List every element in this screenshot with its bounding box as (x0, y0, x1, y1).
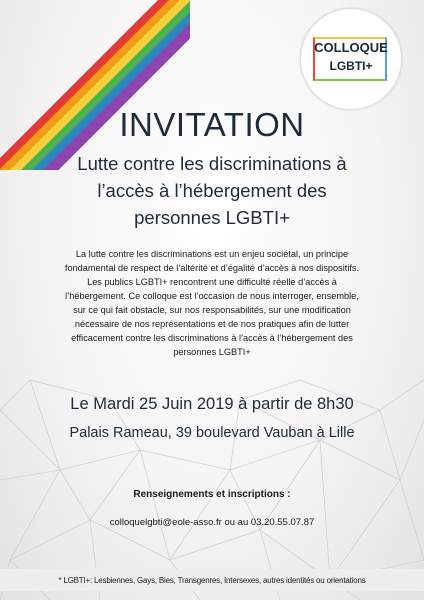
logo-line-1: COLLOQUE (314, 40, 388, 55)
paragraph-line: nécessaire de nos représentations et de nos pratiques afin de lutter (74, 319, 350, 329)
contact-label: Renseignements et inscriptions : (133, 489, 291, 500)
subtitle-line: personnes LGBTI+ (134, 207, 290, 228)
paragraph-line: sur ce qui fait obstacle, sur nos responsabilités, sur une modification (73, 305, 351, 315)
paragraph-line: La lutte contre les discriminations est un enjeu sociétal, un principe (75, 249, 349, 259)
colloque-logo (300, 8, 402, 110)
subtitle-line: l’accès à l’hébergement des (97, 180, 327, 201)
subtitle (40, 150, 384, 231)
paragraph-line: l’hébergement. Ce colloque est l’occasion de nous interroger, ensemble, (65, 291, 359, 301)
event-date: Le Mardi 25 Juin 2019 à partir de 8h30 (70, 395, 354, 413)
paragraph-line: personnes LGBTI+ (173, 347, 251, 357)
subtitle-line: Lutte contre les discriminations à (77, 153, 347, 174)
paragraph-line: fondamental de respect de l’altérité et d’égalité d’accès à nos dispositifs. (64, 263, 360, 273)
footnote: * LGBTI+: Lesbiennes, Gays, Bies, Transgenres, Intersexes, autres identités ou orientations (58, 576, 366, 585)
event-venue: Palais Rameau, 39 boulevard Vauban à Lille (69, 425, 355, 441)
page-title: INVITATION (119, 106, 305, 143)
paragraph-line: Les publics LGBTI+ rencontrent une difficulté réelle d’accès à (87, 277, 337, 287)
logo-line-2: LGBTI+ (329, 59, 373, 73)
description-paragraph (22, 247, 402, 359)
paragraph-line: efficacement contre les discriminations à l’accès à l’hébergement des (71, 333, 353, 343)
contact-details[interactable]: colloquelgbti@eole-asso.fr ou au 03.20.55.07.87 (109, 517, 315, 528)
rainbow-stripes (0, 0, 190, 170)
